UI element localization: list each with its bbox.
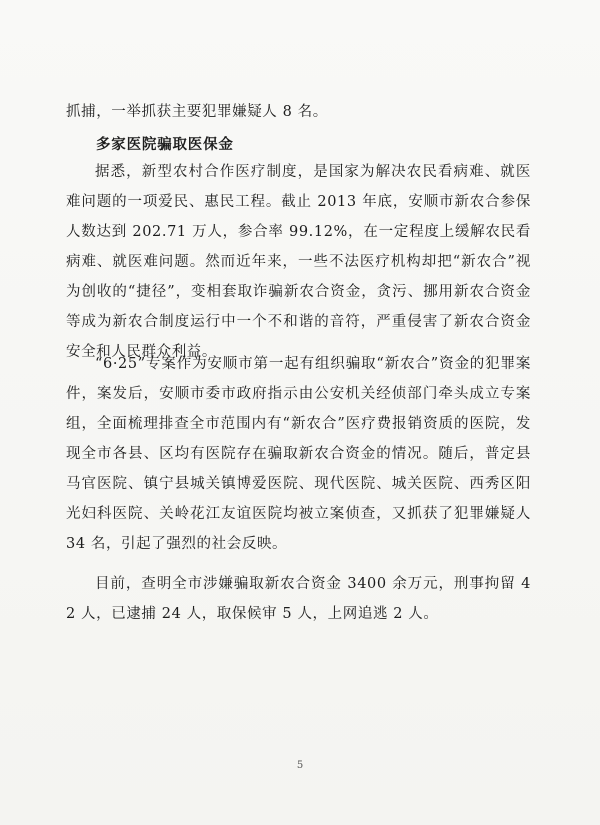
page-number: 5 <box>296 760 304 771</box>
paragraph-1: 据悉，新型农村合作医疗制度，是国家为解决农民看病难、就医难问题的一项爱民、惠民工程。截止 2013 年底，安顺市新农合参保人数达到 202.71 万人，参合率 99.12%，在一定程度上缓解农民看病难、就医难问题。然而近年来，一些不法医疗机构却把“新农合”视为创收的“捷径”，变相套取诈骗新农合资金，贪污、挪用新农合资金等成为新农合制度运行中一个不和谐的音符，严重侵害了新农合资金安全和人民群众利益。 <box>66 164 531 360</box>
paragraph-3: 目前，查明全市涉嫌骗取新农合资金 3400 余万元，刑事拘留 42 人，已逮捕 24 人，取保候审 5 人，上网追逃 2 人。 <box>66 576 531 622</box>
section-heading: 多家医院骗取医保金 <box>96 137 234 153</box>
lead-text: 抓捕，一举抓获主要犯罪嫌疑人 8 名。 <box>66 104 328 120</box>
paragraph-2: “6·25”专案作为安顺市第一起有组织骗取“新农合”资金的犯罪案件，案发后，安顺市委市政府指示由公安机关经侦部门牵头成立专案组，全面梳理排查全市范围内有“新农合”医疗费报销资质的医院，发现全市各县、区均有医院存在骗取新农合资金的情况。随后，普定县马官医院、镇宁县城关镇博爱医院、现代医院、城关医院、西秀区阳光妇科医院、关岭花江友谊医院均被立案侦查，又抓获了犯罪嫌疑人 34 名，引起了强烈的社会反映。 <box>66 356 531 552</box>
